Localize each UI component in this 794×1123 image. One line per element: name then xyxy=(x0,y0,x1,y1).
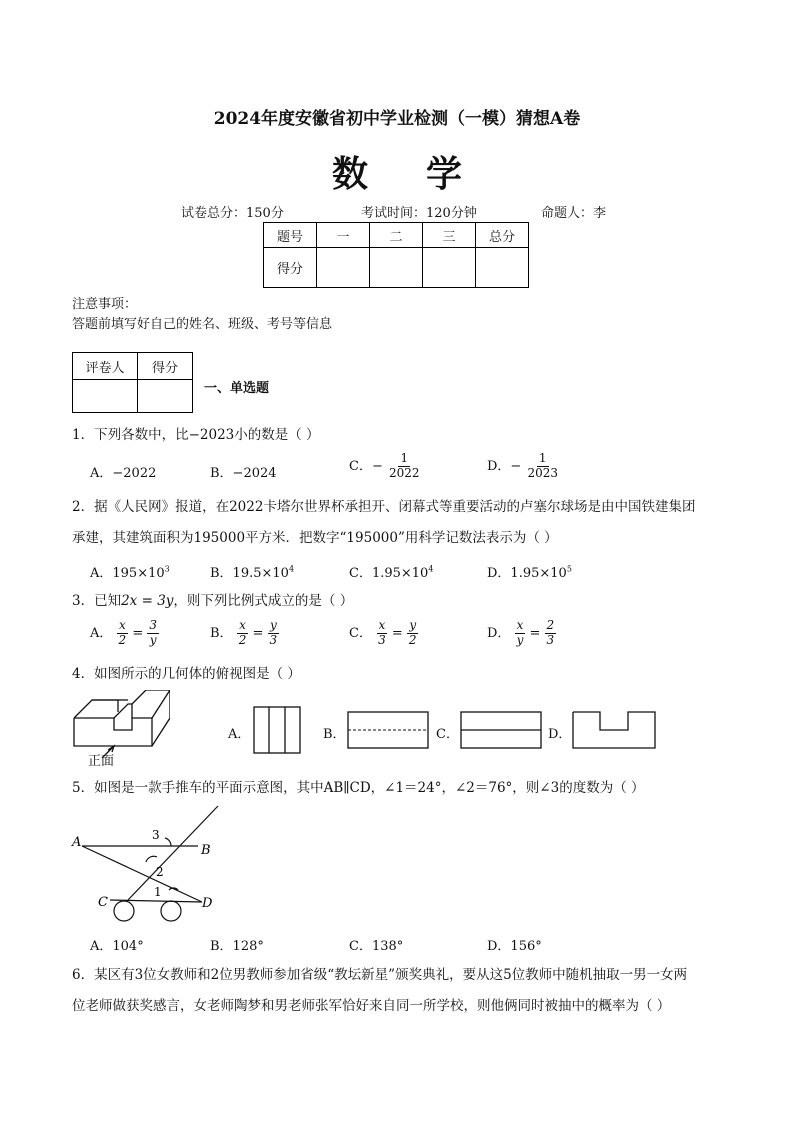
question-6-line1: 6．某区有3位女教师和2位男教师参加省级“教坛新星”颁奖典礼，要从这5位教师中随机抽取一男一女两 xyxy=(72,967,688,983)
q2-c-exponent: 4 xyxy=(428,564,434,574)
q3-c-left xyxy=(376,619,388,648)
exam-author: 命题人：李 xyxy=(541,206,607,221)
q5-option-c[interactable]: C．138° xyxy=(349,939,404,954)
question-2-line1: 2．据《人民网》报道，在2022卡塔尔世界杯承担开、闭幕式等重要活动的卢塞尔球场是由中国铁建集团 xyxy=(72,499,696,515)
q4-option-b-figure[interactable] xyxy=(347,711,429,749)
q5-angle-3: 3 xyxy=(152,828,160,842)
q3-b-label: B． xyxy=(210,625,233,641)
question-2-line2: 承建，其建筑面积为195000平方米．把数字“195000”用科学记数法表示为（ ） xyxy=(72,530,558,546)
q1-d-prefix: D．− xyxy=(487,458,522,474)
q5-option-a[interactable]: A．104° xyxy=(90,939,144,954)
denominator: 2022 xyxy=(388,465,420,480)
q3-a-right xyxy=(147,619,159,648)
numerator: x xyxy=(378,618,386,632)
score-table-header: 二 xyxy=(370,223,423,248)
denominator: 2 xyxy=(408,632,417,647)
section-heading: 一、单选题 xyxy=(204,381,270,396)
q4-solid-figure xyxy=(70,690,170,770)
q5-label-a: A xyxy=(72,835,82,850)
score-table-header: 一 xyxy=(317,223,370,248)
q3-b-left xyxy=(237,619,249,648)
q3-a-label: A． xyxy=(90,625,113,641)
score-row-label: 得分 xyxy=(264,248,317,288)
denominator: 3 xyxy=(546,632,555,647)
question-3-stem xyxy=(72,593,353,609)
grader-label: 评卷人 xyxy=(73,353,138,380)
q4-option-a-figure[interactable] xyxy=(253,706,301,754)
q1-d-fraction xyxy=(525,452,560,481)
denominator: 2 xyxy=(238,632,247,647)
q1-c-prefix: C．− xyxy=(349,458,383,474)
numerator: y xyxy=(269,618,277,632)
q2-b-base: B．19.5×10 xyxy=(210,566,289,581)
q3-option-d[interactable] xyxy=(487,619,556,648)
q3-a-left xyxy=(117,619,129,648)
q3-stem-end: ，则下列比例式成立的是（ ） xyxy=(173,593,354,609)
q5-option-b[interactable]: B．128° xyxy=(210,939,264,954)
q2-b-exponent: 4 xyxy=(288,564,295,574)
q3-d-label: D． xyxy=(487,625,511,641)
score-cell[interactable] xyxy=(370,248,423,288)
numerator: 3 xyxy=(149,618,157,632)
score-cell[interactable] xyxy=(423,248,476,288)
numerator: x xyxy=(239,618,246,632)
score-cell[interactable] xyxy=(317,248,370,288)
q3-equation: 2x = 3y xyxy=(121,593,174,609)
score-table-header: 总分 xyxy=(476,223,529,248)
q1-c-fraction xyxy=(387,452,422,481)
q5-angle-1: 1 xyxy=(154,885,162,899)
equals-sign: = xyxy=(391,625,403,641)
q2-option-c[interactable] xyxy=(349,562,433,581)
q4-option-a-label[interactable]: A． xyxy=(228,727,251,742)
denominator: 3 xyxy=(378,632,386,647)
q4-option-c-label[interactable]: C． xyxy=(436,727,459,742)
q5-label-c: C xyxy=(98,895,108,910)
q3-option-b[interactable] xyxy=(210,619,279,648)
q3-b-right xyxy=(268,619,280,648)
score-table-header: 题号 xyxy=(264,223,317,248)
q3-c-label: C． xyxy=(349,625,372,641)
q1-option-a[interactable]: A．−2022 xyxy=(90,466,157,481)
q3-stem-start: 3．已知 xyxy=(72,593,122,609)
notes-line: 答题前填写好自己的姓名、班级、考号等信息 xyxy=(72,317,333,332)
denominator: 2 xyxy=(118,632,127,647)
denominator: 3 xyxy=(269,632,278,647)
q2-a-exponent: 3 xyxy=(164,564,170,574)
grader-box xyxy=(72,352,193,413)
equals-sign: = xyxy=(132,625,144,641)
numerator: x xyxy=(118,618,126,632)
score-cell[interactable] xyxy=(476,248,529,288)
equals-sign: = xyxy=(529,625,541,641)
equals-sign: = xyxy=(252,625,264,641)
q2-option-a[interactable] xyxy=(90,562,170,581)
total-score: 试卷总分：150分 xyxy=(181,206,284,221)
grader-cell[interactable] xyxy=(73,380,138,413)
q3-d-right xyxy=(545,619,557,648)
q1-option-b[interactable]: B．−2024 xyxy=(210,466,277,481)
q3-c-right xyxy=(407,619,419,648)
denominator: y xyxy=(516,632,524,647)
numerator: 1 xyxy=(538,451,547,465)
q3-option-a[interactable] xyxy=(90,619,159,648)
question-6-line2: 位老师做获奖感言，女老师陶梦和男老师张军恰好来自同一所学校，则他俩同时被抽中的概率为（ ） xyxy=(72,998,671,1014)
q4-option-d-label[interactable]: D． xyxy=(548,727,572,742)
q4-front-label: 正面 xyxy=(88,754,115,769)
q2-c-base: C．1.95×10 xyxy=(349,566,429,581)
numerator: x xyxy=(516,618,524,632)
numerator: 2 xyxy=(546,618,555,632)
q3-d-left xyxy=(515,619,526,648)
question-1-stem: 1．下列各数中，比−2023小的数是（ ） xyxy=(72,427,320,443)
q2-option-d[interactable] xyxy=(487,562,572,581)
score-table-header: 三 xyxy=(423,223,476,248)
question-5-stem: 5．如图是一款手推车的平面示意图，其中AB∥CD，∠1＝24°，∠2＝76°，则∠3的度数为（ ） xyxy=(72,780,645,796)
score-table xyxy=(263,222,529,288)
grader-cell[interactable] xyxy=(138,380,193,413)
subject-title: 数学 xyxy=(331,153,520,195)
numerator: 1 xyxy=(400,451,409,465)
exam-time: 考试时间：120分钟 xyxy=(361,206,477,221)
q5-option-d[interactable]: D．156° xyxy=(487,939,542,954)
denominator: y xyxy=(149,632,157,647)
q4-option-c-figure[interactable] xyxy=(460,711,542,749)
notes-heading: 注意事项： xyxy=(72,297,138,312)
q4-option-b-label[interactable]: B． xyxy=(323,727,346,742)
q2-a-base: A．195×10 xyxy=(90,566,165,581)
q5-label-d: D xyxy=(202,896,213,911)
q2-option-b[interactable] xyxy=(210,562,294,581)
q5-angle-2: 2 xyxy=(156,865,164,879)
grader-score-label: 得分 xyxy=(138,353,193,380)
q1-option-d[interactable] xyxy=(487,452,560,481)
q3-option-c[interactable] xyxy=(349,619,419,648)
q4-option-d-figure[interactable] xyxy=(572,711,656,749)
question-4-stem: 4．如图所示的几何体的俯视图是（ ） xyxy=(72,666,301,682)
q5-label-b: B xyxy=(201,843,211,858)
q1-option-c[interactable] xyxy=(349,452,422,481)
q2-d-exponent: 5 xyxy=(566,564,572,574)
denominator: 2023 xyxy=(527,465,559,480)
q5-cart-diagram xyxy=(68,800,228,926)
exam-title: 2024年度安徽省初中学业检测（一模）猜想A卷 xyxy=(213,109,581,129)
numerator: y xyxy=(409,618,417,632)
q2-d-base: D．1.95×10 xyxy=(487,566,567,581)
